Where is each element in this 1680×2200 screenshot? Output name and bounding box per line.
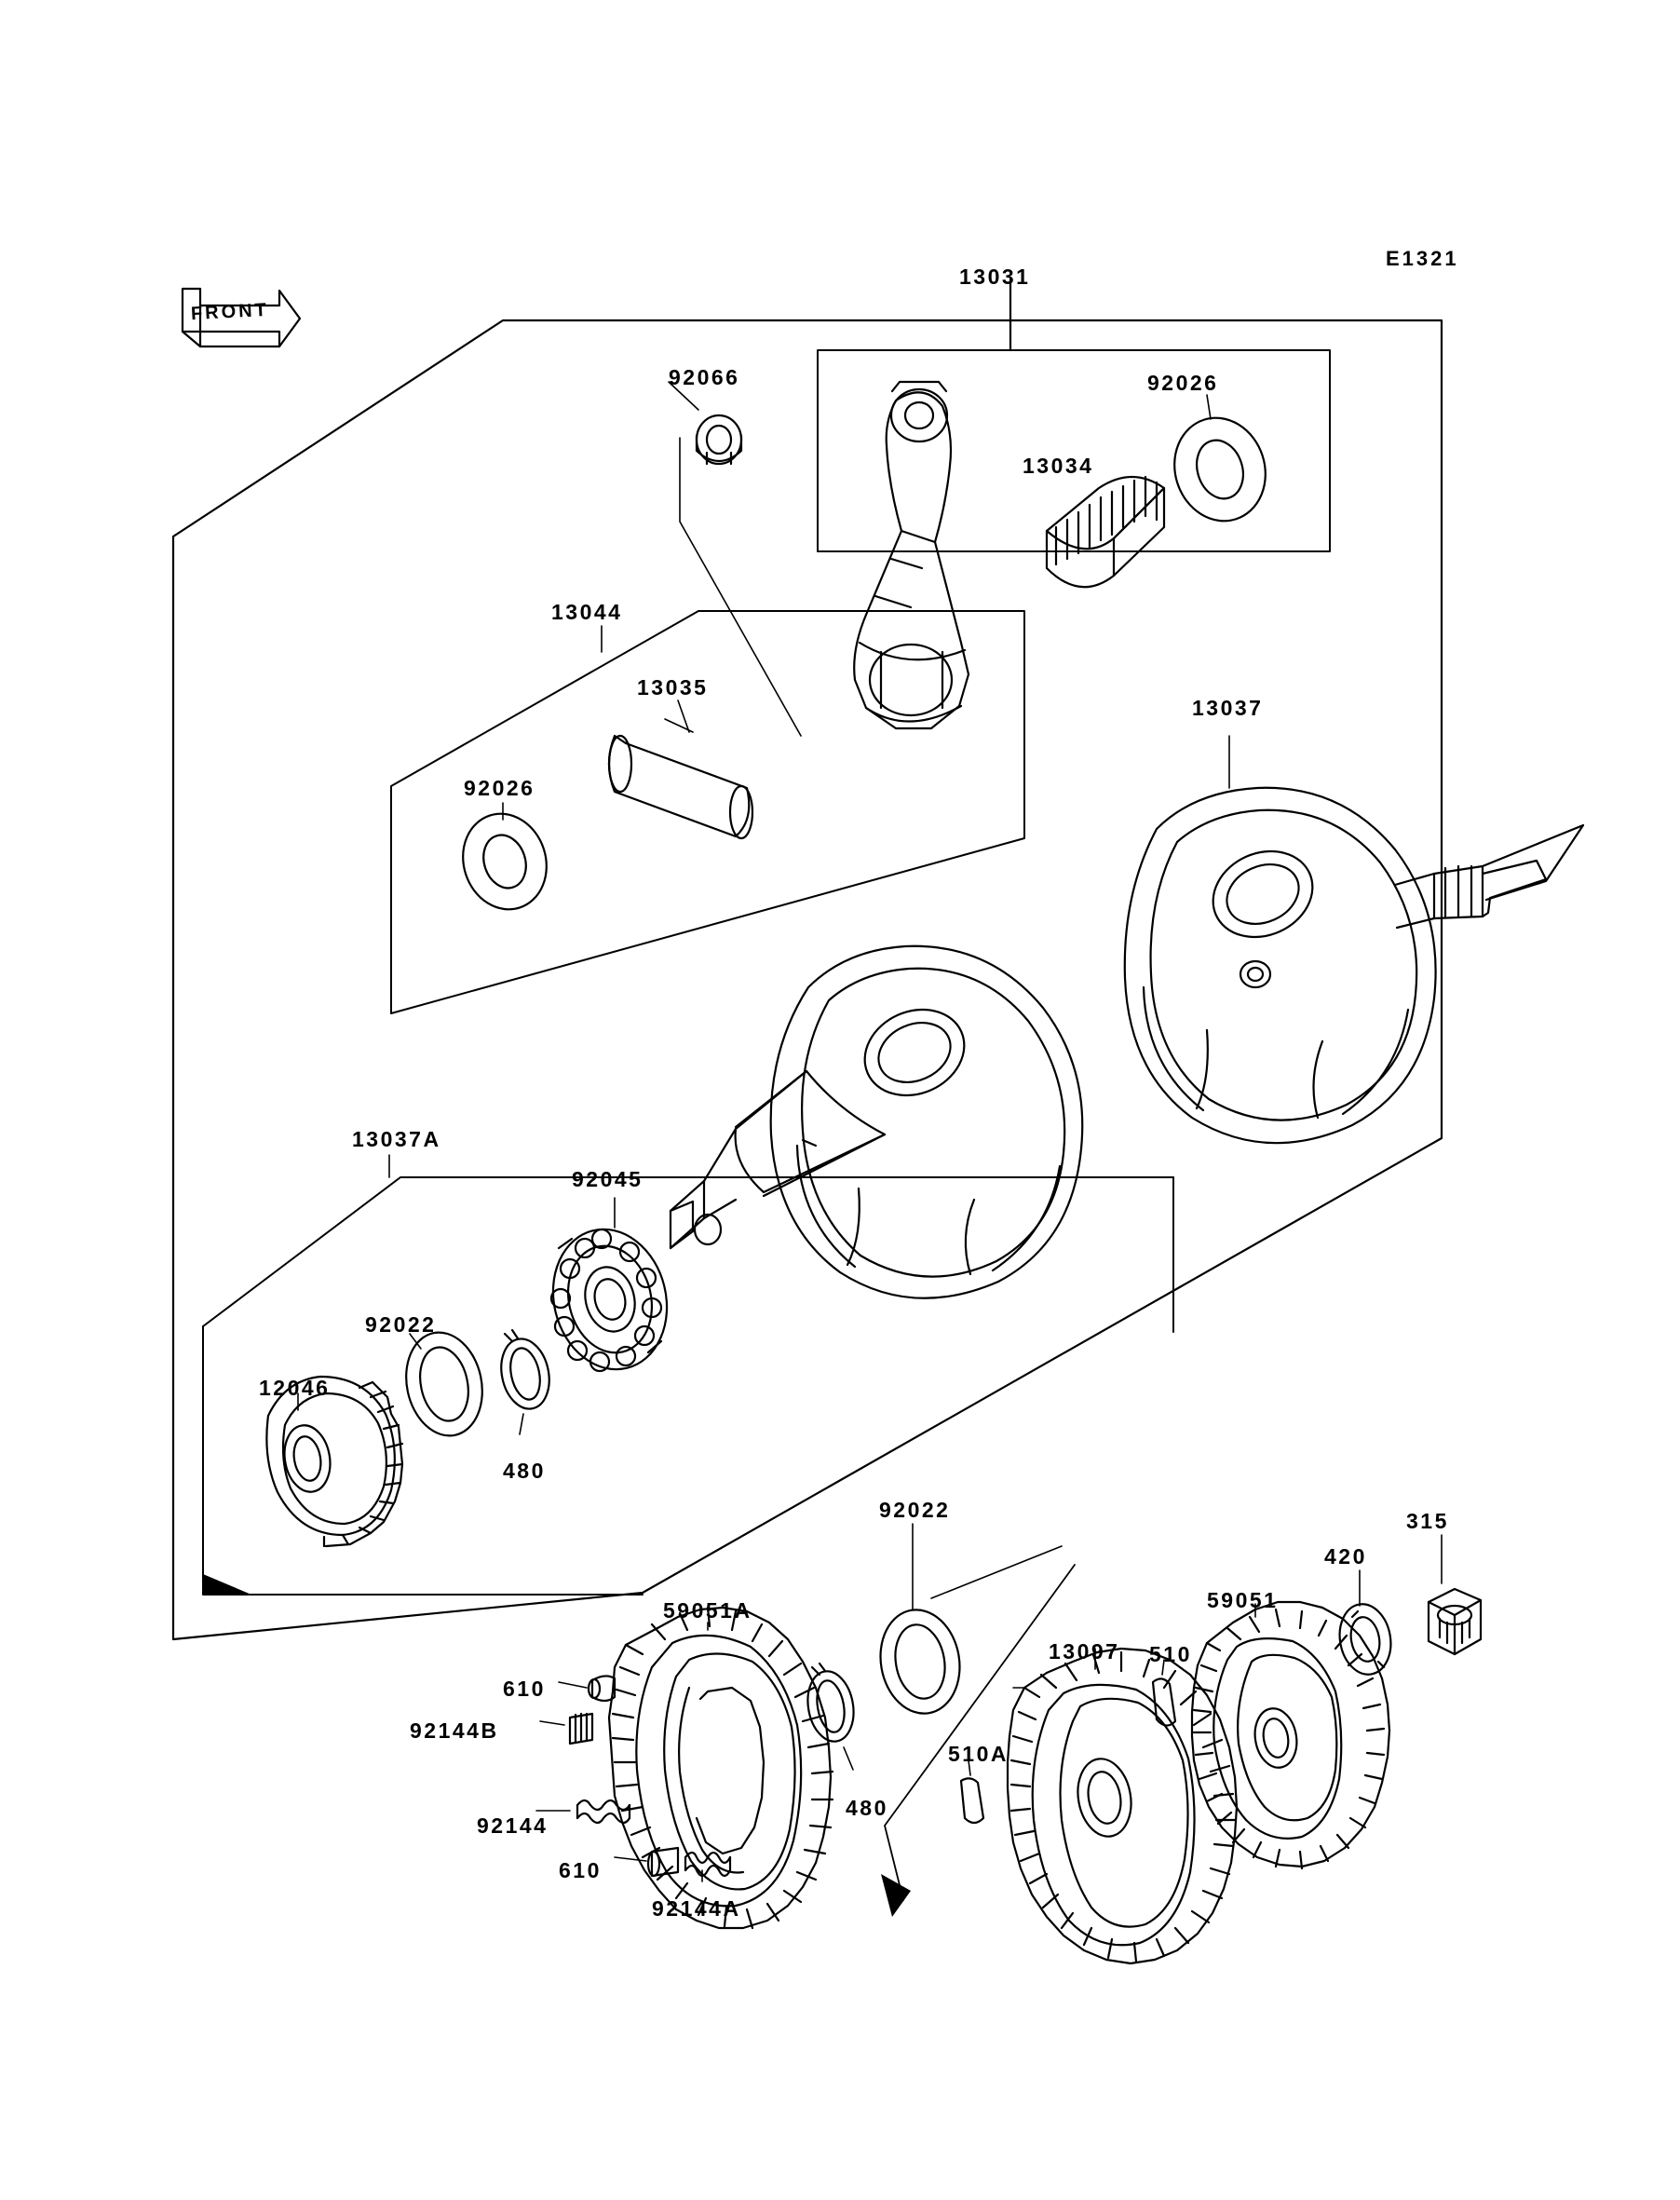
- part-label-510: 510: [1149, 1642, 1192, 1666]
- part-label-480-right: 480: [846, 1796, 888, 1820]
- part-315-nut: [1429, 1589, 1481, 1654]
- part-92045-ball-bearing: [538, 1217, 681, 1382]
- part-label-92045: 92045: [572, 1167, 644, 1191]
- part-label-610-upper: 610: [503, 1677, 546, 1701]
- part-13031-connecting-rod: [854, 382, 969, 728]
- part-label-13097: 13097: [1049, 1639, 1120, 1664]
- part-92066: [697, 415, 741, 464]
- part-13037-crank-web-right: [1125, 788, 1583, 1143]
- part-label-12046: 12046: [259, 1376, 331, 1400]
- part-label-59051A: 59051A: [663, 1598, 752, 1623]
- part-92026-top: [1161, 406, 1279, 533]
- part-label-92026-left: 92026: [464, 776, 535, 800]
- part-59051-gear: [1192, 1602, 1389, 1868]
- part-label-13037: 13037: [1192, 696, 1264, 720]
- part-610-upper: [559, 1676, 615, 1701]
- part-label-13044: 13044: [551, 600, 623, 624]
- part-59051A-gear: [609, 1608, 833, 1928]
- part-13034-bearing: [1047, 477, 1164, 587]
- part-label-480-left: 480: [503, 1459, 546, 1483]
- part-label-315: 315: [1406, 1509, 1449, 1533]
- part-510A-key: [961, 1778, 983, 1823]
- part-label-610-lower: 610: [559, 1858, 602, 1882]
- part-label-13035: 13035: [637, 675, 709, 699]
- diagram-code: E1321: [1386, 247, 1459, 270]
- part-label-510A: 510A: [948, 1742, 1009, 1766]
- part-label-92144: 92144: [477, 1813, 549, 1838]
- part-12046-sprocket: [266, 1377, 402, 1546]
- part-label-59051: 59051: [1207, 1588, 1279, 1612]
- part-480-circlip-left: [495, 1330, 556, 1413]
- part-92144-spring: [536, 1800, 630, 1823]
- part-480-circlip-right: [803, 1664, 859, 1745]
- part-13097-gear: [1008, 1649, 1237, 1963]
- front-marker-text: FRONT: [190, 299, 270, 325]
- part-92022-left: [397, 1325, 492, 1443]
- part-label-13037A: 13037A: [352, 1127, 441, 1151]
- part-13035-crankpin: [609, 719, 752, 838]
- part-92022-right: [873, 1604, 968, 1720]
- part-label-92022-right: 92022: [879, 1498, 951, 1522]
- part-13037A-crank-web-left: [671, 946, 1082, 1298]
- part-92144B-spring: [540, 1714, 592, 1744]
- part-92144A-spring: [685, 1853, 730, 1881]
- part-label-92144A: 92144A: [652, 1896, 741, 1921]
- part-label-92026-top: 92026: [1147, 371, 1219, 395]
- part-label-420: 420: [1324, 1544, 1367, 1569]
- part-92026-left: [451, 803, 559, 920]
- part-label-13034: 13034: [1023, 454, 1094, 478]
- part-label-92022-left: 92022: [365, 1312, 437, 1337]
- part-label-92144B: 92144B: [410, 1718, 499, 1743]
- part-510-key: [1153, 1678, 1175, 1725]
- part-label-13031: 13031: [959, 265, 1031, 289]
- part-label-92066: 92066: [669, 365, 740, 389]
